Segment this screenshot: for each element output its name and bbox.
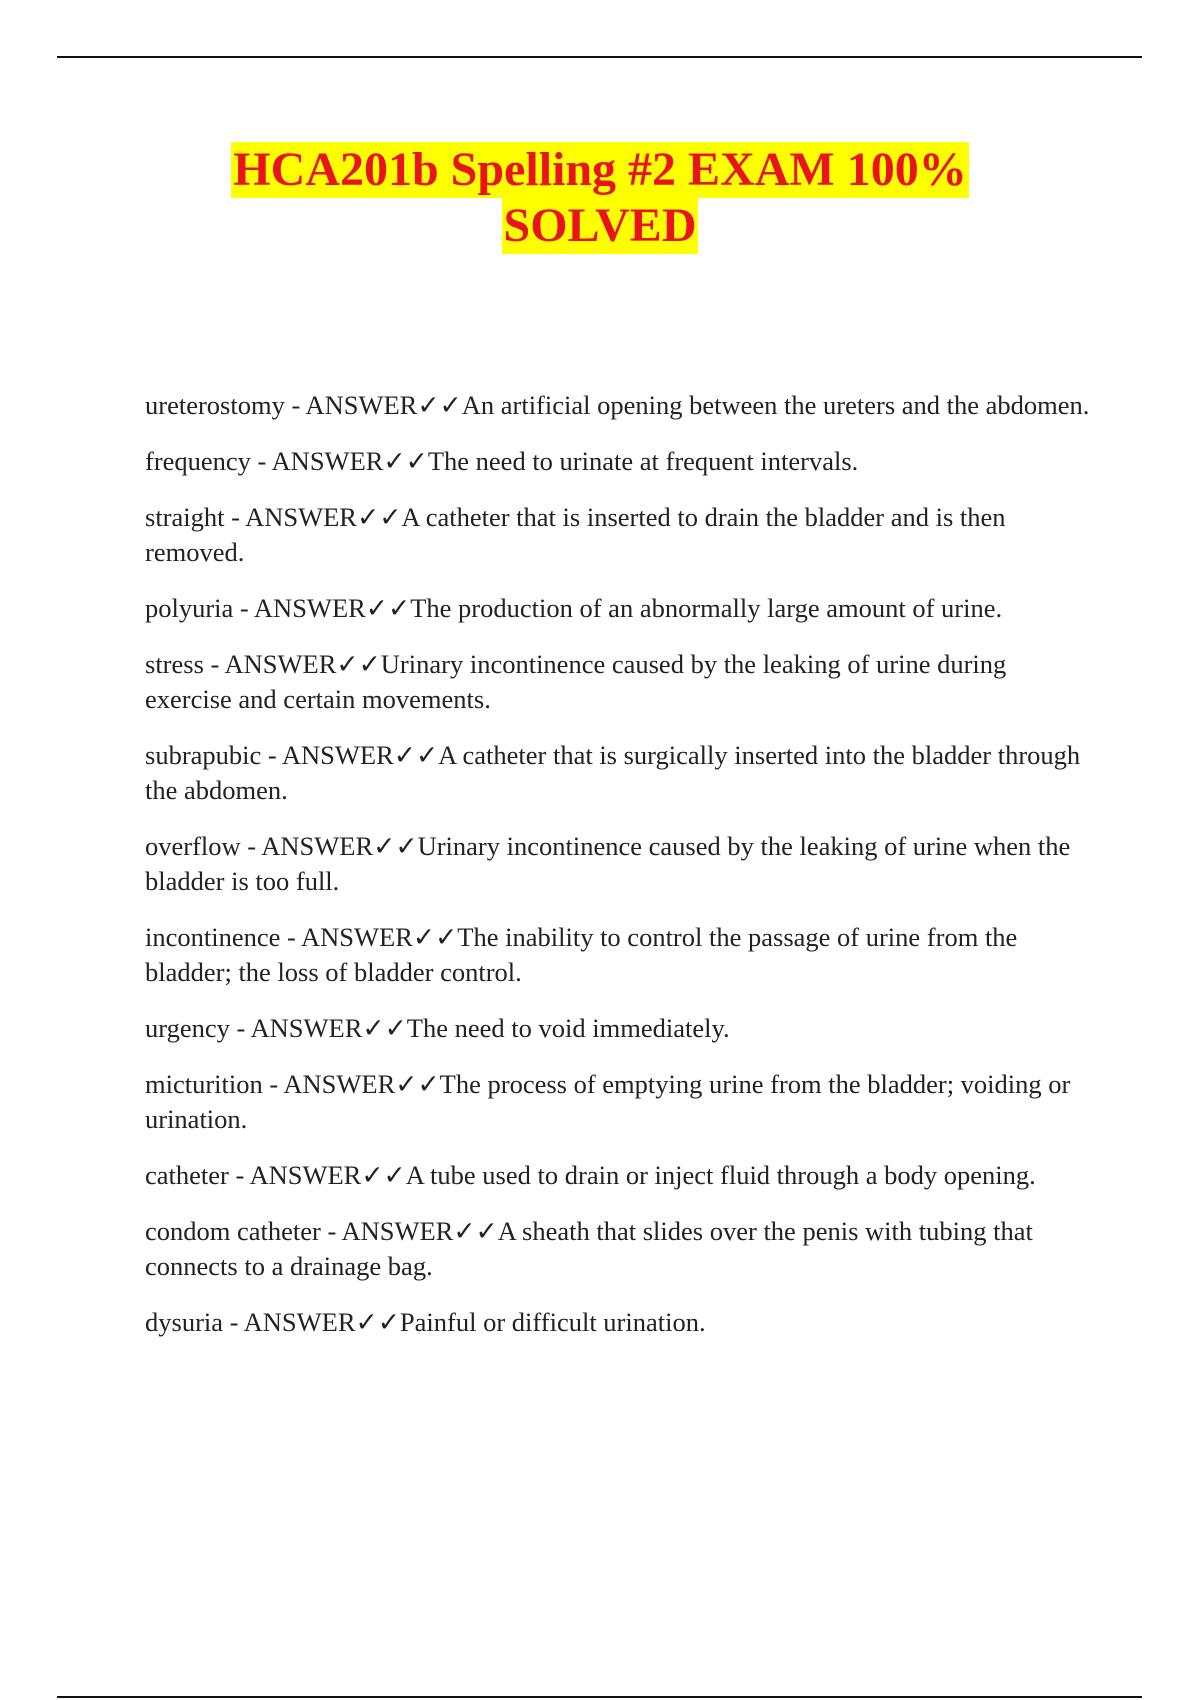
list-item: subrapubic - ANSWER✓✓A catheter that is surgically inserted into the bladder through the abdomen. — [145, 740, 1081, 805]
title-line-2: SOLVED — [503, 199, 697, 252]
title-line-1: HCA201b Spelling #2 EXAM 100% — [233, 143, 967, 196]
list-item: incontinence - ANSWER✓✓The inability to control the passage of urine from the bladder; the loss of bladder control. — [145, 922, 1018, 987]
list-item: polyuria - ANSWER✓✓The production of an abnormally large amount of urine. — [145, 593, 1003, 623]
list-item: micturition - ANSWER✓✓The process of emptying urine from the bladder; voiding or urination. — [145, 1069, 1071, 1134]
bottom-rule — [57, 1696, 1142, 1698]
list-item: frequency - ANSWER✓✓The need to urinate at frequent intervals. — [145, 446, 859, 476]
qa-list — [145, 388, 1095, 1361]
document-title — [0, 142, 1200, 254]
list-item: catheter - ANSWER✓✓A tube used to drain or inject fluid through a body opening. — [145, 1160, 1036, 1190]
list-item: ureterostomy - ANSWER✓✓An artificial opening between the ureters and the abdomen. — [145, 390, 1090, 420]
list-item: stress - ANSWER✓✓Urinary incontinence caused by the leaking of urine during exercise and certain movements. — [145, 649, 1007, 714]
list-item: urgency - ANSWER✓✓The need to void immediately. — [145, 1013, 730, 1043]
list-item: overflow - ANSWER✓✓Urinary incontinence caused by the leaking of urine when the bladder is too full. — [145, 831, 1071, 896]
list-item: condom catheter - ANSWER✓✓A sheath that slides over the penis with tubing that connects to a drainage bag. — [145, 1216, 1033, 1281]
list-item: dysuria - ANSWER✓✓Painful or difficult urination. — [145, 1307, 706, 1337]
top-rule — [57, 56, 1142, 58]
list-item: straight - ANSWER✓✓A catheter that is inserted to drain the bladder and is then removed. — [145, 502, 1006, 567]
